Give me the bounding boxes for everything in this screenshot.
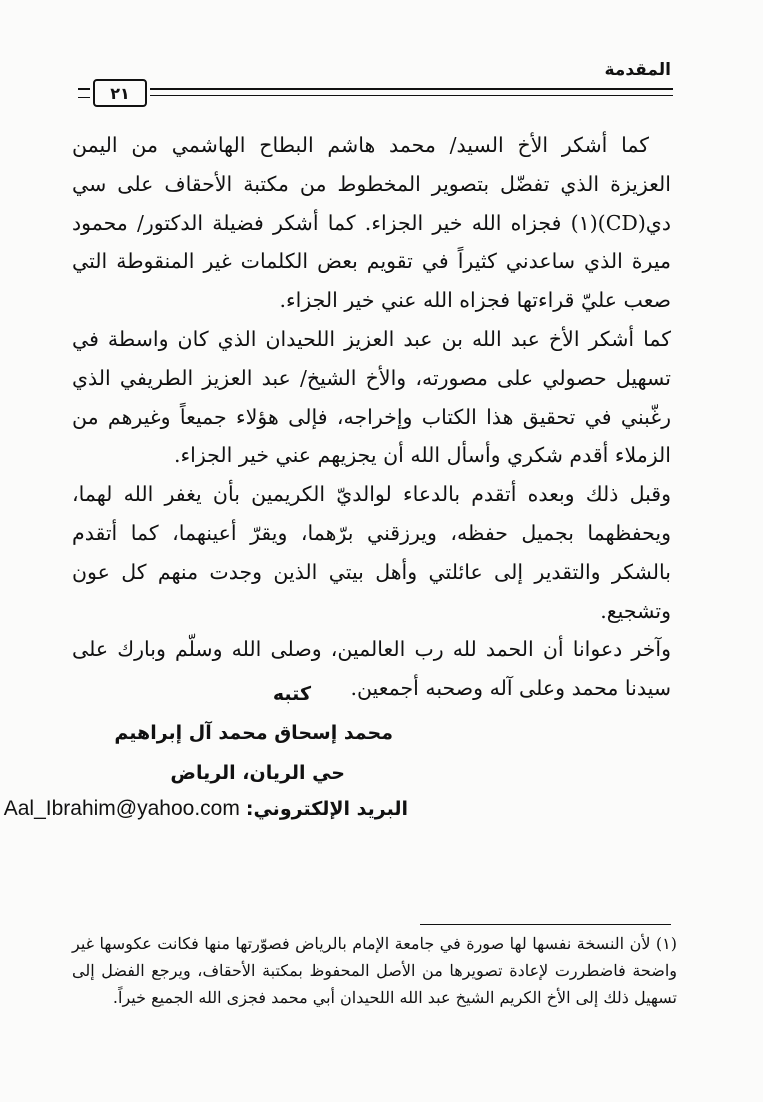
author-location: حي الريان، الرياض <box>170 762 345 784</box>
header-rule-thin <box>150 95 673 96</box>
footnote-separator <box>420 924 671 925</box>
author-name: محمد إسحاق محمد آل إبراهيم <box>114 722 393 744</box>
email-address[interactable]: Aal_Ibrahim@yahoo.com <box>3 797 240 820</box>
footnotes <box>72 930 677 1011</box>
header-rule <box>150 88 673 90</box>
email-label: البريد الإلكتروني: <box>245 798 408 820</box>
paragraph: كما أشكر الأخ عبد الله بن عبد العزيز اللحيدان الذي كان واسطة في تسهيل حصولي على مصورته، والأخ الشيخ/ عبد العزيز الطريفي الذي رغّبني في تحقيق هذا الكتاب وإخراجه، فإلى هؤلاء جميعاً وغيرهم من الزملاء أقدم شكري وأسأل الله أن يجزيهم عني خير الجزاء. <box>72 326 671 468</box>
page-number-connector <box>78 88 90 98</box>
signature-heading: كتبه <box>272 683 311 705</box>
author-email-line <box>4 797 408 821</box>
paragraph: كما أشكر الأخ السيد/ محمد هاشم البطاح الهاشمي من اليمن العزيزة الذي تفضّل بتصوير المخطوط من مكتبة الأحقاف على سي دي(CD)(١) فجزاه الله خير الجزاء. كما أشكر فضيلة الدكتور/ محمود ميرة الذي ساعدني كثيراً في تقويم بعض الكلمات غير المنقوطة التي صعب عليّ قراءتها فجزاه الله عني خير الجزاء. <box>72 133 671 313</box>
running-title: المقدمة <box>604 60 671 80</box>
paragraph: وآخر دعوانا أن الحمد لله رب العالمين، وصلى الله وسلّم وبارك على سيدنا محمد وعلى آله وصحبه أجمعين. <box>72 637 671 701</box>
page-number: ٢١ <box>93 79 147 107</box>
paragraph: وقبل ذلك وبعده أتقدم بالدعاء لوالديّ الكريمين بأن يغفر الله لهما، ويحفظهما بجميل حفظه، ويرزقني برّهما، ويقرّ أعينهما، كما أتقدم بالشكر والتقدير إلى عائلتي وأهل بيتي الذين وجدت منهم كل عون وتشجيع. <box>72 482 671 623</box>
footnote: (١) لأن النسخة نفسها لها صورة في جامعة الإمام بالرياض فصوّرتها منها فكانت عكوسها غير واضحة فاضطررت لإعادة تصويرها من الأصل المحفوظ بمكتبة الأحقاف، ويرجع الفضل إلى تسهيل ذلك إلى الأخ الكريم الشيخ عبد الله اللحيدان أبي محمد فجزى الله الجميع خيراً. <box>72 934 677 1007</box>
main-text <box>72 126 671 708</box>
